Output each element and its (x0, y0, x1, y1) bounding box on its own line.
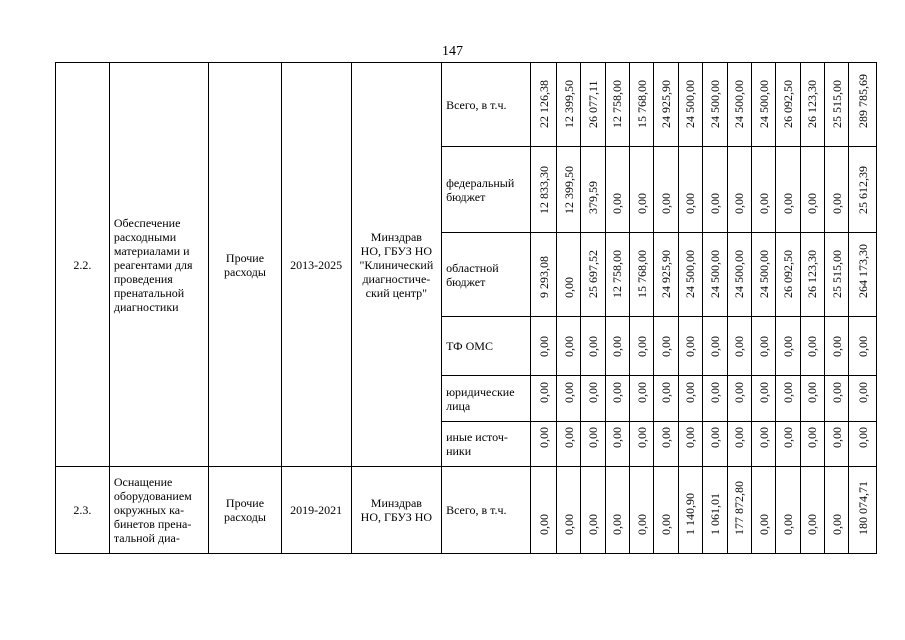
amount-cell (727, 467, 751, 554)
amount-cell (800, 467, 824, 554)
amount-value: 0,00 (610, 382, 625, 403)
amount-value: 0,00 (610, 427, 625, 448)
amount-value: 25 515,00 (829, 80, 844, 128)
amount-cell (581, 147, 605, 233)
period: 2019-2021 (281, 467, 351, 554)
amount-cell (849, 376, 877, 422)
amount-value: 0,00 (805, 336, 820, 357)
executor-line: НО, ГБУЗ НО (360, 510, 433, 524)
item-number: 2.2. (56, 63, 110, 467)
amount-value: 0,00 (780, 514, 795, 535)
amount-cell (849, 467, 877, 554)
amount-value: 24 925,90 (659, 250, 674, 298)
executor-line: Минздрав (370, 229, 422, 244)
amount-cell (849, 63, 877, 147)
expense-type-line: расходы (224, 510, 266, 524)
amount-value: 0,00 (829, 336, 844, 357)
amount-cell (727, 317, 751, 376)
amount-cell (776, 63, 800, 147)
amount-cell (630, 422, 654, 467)
funding-source (442, 63, 531, 147)
amount-value: 12 758,00 (610, 250, 625, 298)
expense-type (209, 467, 281, 554)
item-number: 2.3. (56, 467, 110, 554)
amount-value: 26 123,30 (805, 80, 820, 128)
amount-cell (556, 317, 580, 376)
expense-type-line: Прочие (225, 496, 265, 510)
amount-value: 0,00 (634, 427, 649, 448)
amount-cell (776, 376, 800, 422)
amount-value: 0,00 (780, 382, 795, 403)
amount-cell (556, 147, 580, 233)
amount-value: 24 500,00 (732, 250, 747, 298)
amount-cell (556, 63, 580, 147)
amount-cell (531, 422, 556, 467)
amount-value: 0,00 (610, 514, 625, 535)
amount-value: 12 399,50 (561, 80, 576, 128)
amount-value: 0,00 (829, 427, 844, 448)
amount-value: 0,00 (855, 336, 870, 357)
amount-value: 0,00 (707, 427, 722, 448)
amount-value: 0,00 (707, 382, 722, 403)
activity-name-line: проведения (113, 271, 173, 286)
amount-cell (703, 467, 727, 554)
table-row (56, 467, 877, 554)
amount-value: 0,00 (634, 382, 649, 403)
amount-cell (800, 63, 824, 147)
activity-name-line: материалами и (113, 243, 190, 258)
amount-cell (531, 233, 556, 317)
amount-value: 0,00 (805, 193, 820, 214)
activity-name-line: пренатальной (113, 285, 185, 300)
amount-value: 0,00 (585, 382, 600, 403)
amount-cell (630, 467, 654, 554)
amount-cell (776, 233, 800, 317)
funding-source-line: ТФ ОМС (446, 339, 493, 353)
executor (351, 63, 441, 467)
amount-value: 24 500,00 (683, 80, 698, 128)
amount-cell (727, 147, 751, 233)
amount-cell (703, 317, 727, 376)
amount-value: 25 515,00 (829, 250, 844, 298)
funding-source-line: бюджет (446, 274, 486, 289)
budget-table (55, 62, 877, 554)
amount-value: 0,00 (659, 427, 674, 448)
executor (351, 467, 441, 554)
funding-source (442, 422, 531, 467)
amount-value: 1 061,01 (707, 493, 722, 535)
amount-cell (654, 467, 678, 554)
amount-cell (751, 376, 775, 422)
amount-cell (703, 63, 727, 147)
amount-value: 0,00 (805, 427, 820, 448)
amount-value: 0,00 (683, 336, 698, 357)
amount-value: 0,00 (683, 427, 698, 448)
amount-value: 0,00 (805, 382, 820, 403)
amount-value: 25 697,52 (585, 250, 600, 298)
amount-value: 0,00 (756, 382, 771, 403)
activity-name-line: оборудованием (113, 489, 192, 503)
amount-cell (825, 317, 849, 376)
amount-cell (800, 147, 824, 233)
amount-value: 26 092,50 (780, 80, 795, 128)
amount-value: 26 092,50 (780, 250, 795, 298)
amount-cell (800, 317, 824, 376)
expense-type-line: Прочие (225, 250, 265, 265)
amount-cell (581, 233, 605, 317)
activity-name-line: расходными (113, 229, 177, 244)
amount-cell (825, 147, 849, 233)
amount-cell (531, 147, 556, 233)
executor-line: "Клинический (359, 257, 434, 272)
amount-cell (751, 422, 775, 467)
amount-cell (556, 467, 580, 554)
amount-cell (825, 467, 849, 554)
amount-value: 0,00 (707, 336, 722, 357)
executor-line: диагностиче- (362, 271, 431, 286)
funding-source (442, 467, 531, 554)
amount-value: 0,00 (561, 277, 576, 298)
amount-value: 0,00 (829, 514, 844, 535)
amount-cell (605, 147, 629, 233)
amount-cell (776, 422, 800, 467)
amount-value: 24 500,00 (756, 250, 771, 298)
amount-cell (703, 147, 727, 233)
amount-cell (703, 376, 727, 422)
amount-value: 0,00 (610, 336, 625, 357)
amount-cell (531, 317, 556, 376)
amount-cell (800, 233, 824, 317)
amount-value: 0,00 (829, 382, 844, 403)
amount-value: 0,00 (756, 427, 771, 448)
amount-value: 0,00 (855, 382, 870, 403)
amount-cell (605, 63, 629, 147)
amount-cell (654, 317, 678, 376)
amount-value: 24 500,00 (732, 80, 747, 128)
amount-cell (776, 467, 800, 554)
amount-cell (654, 422, 678, 467)
amount-cell (849, 317, 877, 376)
activity-name-line: окружных ка- (113, 503, 185, 517)
amount-value: 22 126,38 (536, 80, 551, 128)
amount-value: 26 123,30 (805, 250, 820, 298)
funding-source-line: бюджет (446, 189, 486, 204)
funding-source-line: федеральный (446, 175, 515, 190)
expense-type (209, 63, 281, 467)
amount-value: 0,00 (536, 427, 551, 448)
funding-source-line: областной (446, 260, 499, 275)
amount-value: 0,00 (683, 193, 698, 214)
amount-value: 0,00 (585, 427, 600, 448)
amount-cell (678, 376, 702, 422)
amount-cell (581, 422, 605, 467)
amount-value: 24 500,00 (683, 250, 698, 298)
amount-value: 12 399,50 (561, 166, 576, 214)
activity-name-line: Обеспечение (113, 215, 181, 230)
amount-cell (751, 467, 775, 554)
amount-cell (776, 147, 800, 233)
amount-cell (825, 376, 849, 422)
amount-value: 0,00 (536, 382, 551, 403)
amount-cell (678, 317, 702, 376)
funding-source-line: Всего, в т.ч. (446, 503, 507, 517)
table-row (56, 63, 877, 147)
amount-value: 0,00 (732, 382, 747, 403)
amount-cell (581, 376, 605, 422)
amount-value: 25 612,39 (855, 166, 870, 214)
funding-source-line: лица (446, 398, 471, 413)
page-number: 147 (442, 44, 463, 59)
amount-cell (678, 422, 702, 467)
amount-value: 24 925,90 (659, 80, 674, 128)
amount-value: 0,00 (732, 427, 747, 448)
amount-cell (678, 233, 702, 317)
amount-cell (581, 317, 605, 376)
amount-cell (605, 317, 629, 376)
activity-name-line: тальной диа- (113, 531, 180, 545)
amount-cell (556, 233, 580, 317)
amount-value: 0,00 (756, 336, 771, 357)
amount-value: 26 077,11 (585, 80, 600, 128)
amount-value: 0,00 (855, 427, 870, 448)
amount-cell (751, 147, 775, 233)
amount-cell (630, 376, 654, 422)
amount-value: 0,00 (756, 193, 771, 214)
amount-value: 24 500,00 (707, 80, 722, 128)
amount-value: 0,00 (536, 514, 551, 535)
amount-cell (800, 422, 824, 467)
amount-cell (727, 233, 751, 317)
funding-source-line: иные источ- (446, 430, 508, 444)
amount-cell (776, 317, 800, 376)
amount-value: 0,00 (829, 193, 844, 214)
amount-value: 0,00 (780, 427, 795, 448)
amount-value: 12 833,30 (536, 166, 551, 214)
amount-value: 0,00 (780, 336, 795, 357)
amount-value: 24 500,00 (756, 80, 771, 128)
amount-cell (605, 376, 629, 422)
amount-value: 12 758,00 (610, 80, 625, 128)
amount-cell (581, 63, 605, 147)
amount-value: 15 768,00 (634, 80, 649, 128)
amount-value: 15 768,00 (634, 250, 649, 298)
amount-cell (605, 422, 629, 467)
amount-cell (556, 376, 580, 422)
expense-type-line: расходы (224, 264, 266, 279)
amount-cell (654, 233, 678, 317)
funding-source-line: ники (446, 444, 472, 458)
amount-value: 0,00 (659, 382, 674, 403)
amount-value: 0,00 (634, 336, 649, 357)
amount-value: 9 293,08 (536, 256, 551, 298)
amount-value: 0,00 (585, 336, 600, 357)
activity-name (109, 467, 209, 554)
amount-cell (654, 376, 678, 422)
period: 2013-2025 (281, 63, 351, 467)
amount-cell (751, 317, 775, 376)
amount-cell (678, 63, 702, 147)
amount-value: 0,00 (659, 514, 674, 535)
amount-cell (605, 233, 629, 317)
activity-name-line: реагентами для (113, 257, 193, 272)
amount-value: 0,00 (585, 514, 600, 535)
amount-cell (849, 422, 877, 467)
amount-value: 24 500,00 (707, 250, 722, 298)
amount-value: 177 872,80 (732, 481, 747, 535)
amount-value: 289 785,69 (855, 74, 870, 128)
amount-cell (703, 422, 727, 467)
funding-source (442, 147, 531, 233)
amount-cell (531, 376, 556, 422)
amount-value: 264 173,30 (855, 244, 870, 298)
amount-value: 0,00 (683, 382, 698, 403)
funding-source (442, 376, 531, 422)
amount-cell (825, 422, 849, 467)
amount-cell (605, 467, 629, 554)
amount-cell (654, 147, 678, 233)
activity-name (109, 63, 209, 467)
executor-line: НО, ГБУЗ НО (360, 243, 433, 258)
amount-value: 0,00 (732, 336, 747, 357)
activity-name-line: диагностики (113, 299, 179, 314)
amount-value: 0,00 (561, 427, 576, 448)
amount-cell (531, 467, 556, 554)
amount-cell (727, 63, 751, 147)
amount-cell (531, 63, 556, 147)
amount-value: 0,00 (805, 514, 820, 535)
activity-name-line: Оснащение (113, 475, 173, 489)
amount-cell (630, 147, 654, 233)
amount-cell (849, 233, 877, 317)
amount-cell (678, 147, 702, 233)
executor-line: Минздрав (370, 496, 422, 510)
amount-cell (727, 422, 751, 467)
amount-value: 0,00 (610, 193, 625, 214)
amount-cell (825, 233, 849, 317)
amount-cell (751, 233, 775, 317)
amount-cell (581, 467, 605, 554)
amount-value: 0,00 (634, 514, 649, 535)
funding-source-line: Всего, в т.ч. (446, 97, 507, 112)
funding-source-line: юридические (446, 384, 515, 399)
amount-value: 0,00 (780, 193, 795, 214)
amount-cell (703, 233, 727, 317)
amount-cell (630, 63, 654, 147)
amount-value: 0,00 (536, 336, 551, 357)
amount-value: 0,00 (732, 193, 747, 214)
amount-value: 0,00 (561, 514, 576, 535)
funding-source (442, 317, 531, 376)
amount-cell (800, 376, 824, 422)
amount-value: 0,00 (634, 193, 649, 214)
executor-line: ский центр" (365, 285, 428, 300)
amount-value: 379,59 (585, 181, 600, 214)
amount-cell (630, 233, 654, 317)
amount-value: 1 140,90 (683, 493, 698, 535)
amount-value: 0,00 (659, 193, 674, 214)
amount-cell (825, 63, 849, 147)
activity-name-line: бинетов прена- (113, 517, 192, 531)
amount-cell (727, 376, 751, 422)
amount-value: 0,00 (561, 336, 576, 357)
amount-cell (849, 147, 877, 233)
amount-cell (654, 63, 678, 147)
amount-value: 0,00 (707, 193, 722, 214)
amount-value: 0,00 (756, 514, 771, 535)
amount-cell (751, 63, 775, 147)
amount-value: 180 074,71 (855, 481, 870, 535)
funding-source (442, 233, 531, 317)
amount-value: 0,00 (561, 382, 576, 403)
amount-value: 0,00 (659, 336, 674, 357)
amount-cell (630, 317, 654, 376)
amount-cell (678, 467, 702, 554)
amount-cell (556, 422, 580, 467)
